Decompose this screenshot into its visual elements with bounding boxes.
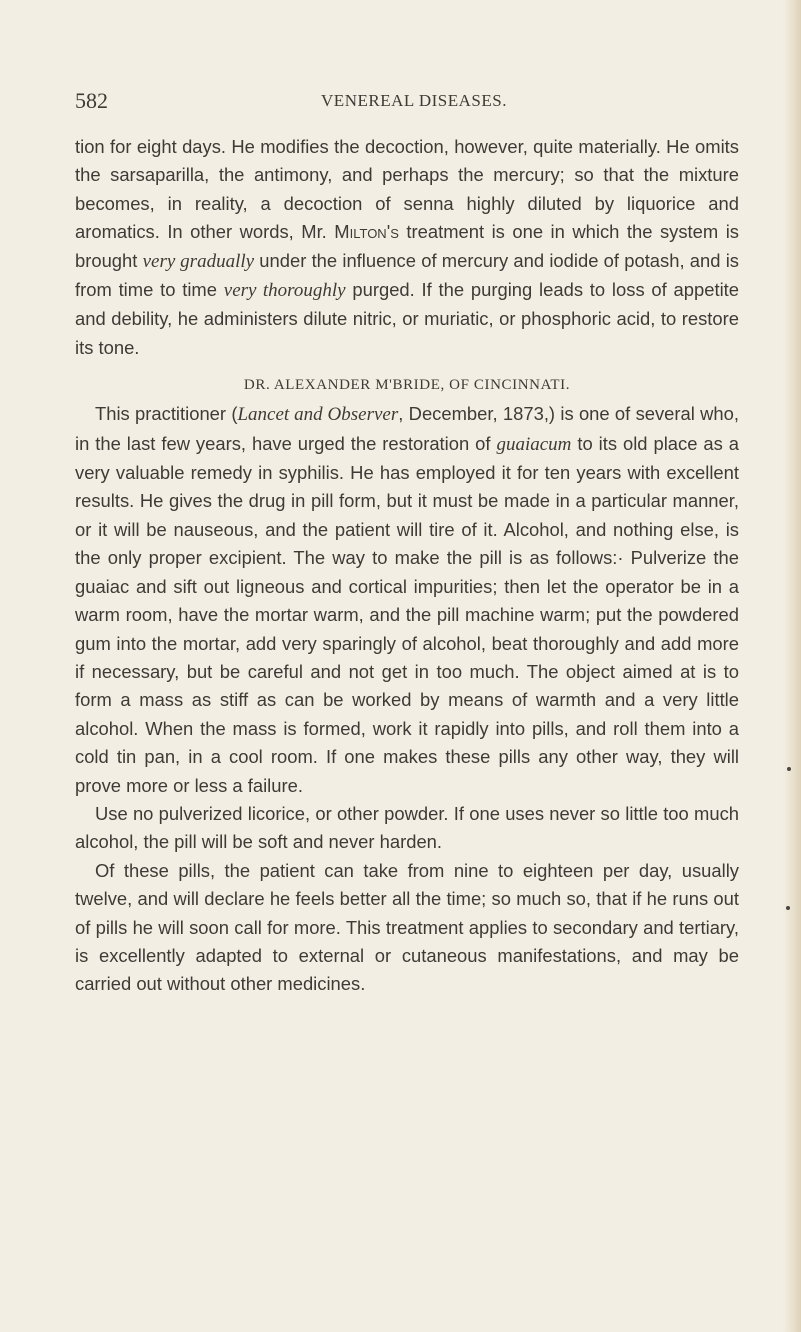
text-run: purged. If the purging leads to loss of appetite and debility, he administers dilute nitric, or muriatic, or phosphoric acid, to restore its tone. [75,279,740,358]
page-number: 582 [75,88,108,113]
citation-title: Lancet and Observer [237,404,399,426]
paragraph-2 [75,400,739,800]
text-run: treatment is one in which the system is brought [75,221,739,271]
text-run: under the influence of mercury and iodide of potash, and is from time to time [75,249,739,301]
text-run: This practitioner ( [95,403,238,425]
section-heading: DR. ALEXANDER M'BRIDE, OF CINCINNATI. [243,377,571,394]
margin-speck [787,767,791,771]
body-text [75,133,739,999]
text-run: , December, 1873,) is one of several who, in the last few years, have urged the restoration of [75,403,740,454]
italic-phrase: very gradually [142,250,255,272]
paragraph-1 [75,133,739,362]
page-edge-shadow [783,0,801,1332]
margin-speck [786,906,790,910]
paragraph-4: Of these pills, the patient can take from nine to eighteen per day, usually twelve, and will declare he feels better all the time; so much so, that if he runs out of pills he will soon call for more. This treatment applies to secondary and tertiary, is excellently adapted to external or cutaneous manifestations, and may be carried out without other medicines. [75,859,739,995]
text-run: tion for eight days. He modifies the decoction, however, quite materially. He omits the sarsaparilla, the antimony, and perhaps the mercury; so that the mixture becomes, in reality, a decoction of senna highly diluted by liquorice and aromatics. In other words, Mr. [75,136,739,243]
author-name: Milton's [334,221,399,243]
italic-term: guaiacum [496,433,572,455]
page-header [75,88,753,118]
paragraph-3: Use no pulverized licorice, or other powder. If one uses never so little too much alcohol, the pill will be soft and never harden. [75,802,739,853]
running-title: VENEREAL DISEASES. [321,91,507,110]
text-run: to its old place as a very valuable remedy in syphilis. He has employed it for ten years with excellent results. He gives the drug in pill form, but it must be made in a particular manner, or it will be nauseous, and the patient will tire of it. Alcohol, and nothing else, is the only proper excipient. The way to make the pill is as follows:· Pulverize the guaiac and sift out ligneous and cortical impurities; then let the operator be in a warm room, have the mortar warm, and the pill machine warm; put the powdered gum into the mortar, add very sparingly of alcohol, beat thoroughly and add more if necessary, but be careful and not get in too much. The object aimed at is to form a mass as stiff as can be worked by means of warmth and a very little alcohol. When the mass is formed, work it rapidly into pills, and roll them into a cold tin pan, in a cool room. If one makes these pills any other way, they will prove more or less a failure. [75,432,740,796]
italic-phrase: very thoroughly [223,280,346,302]
